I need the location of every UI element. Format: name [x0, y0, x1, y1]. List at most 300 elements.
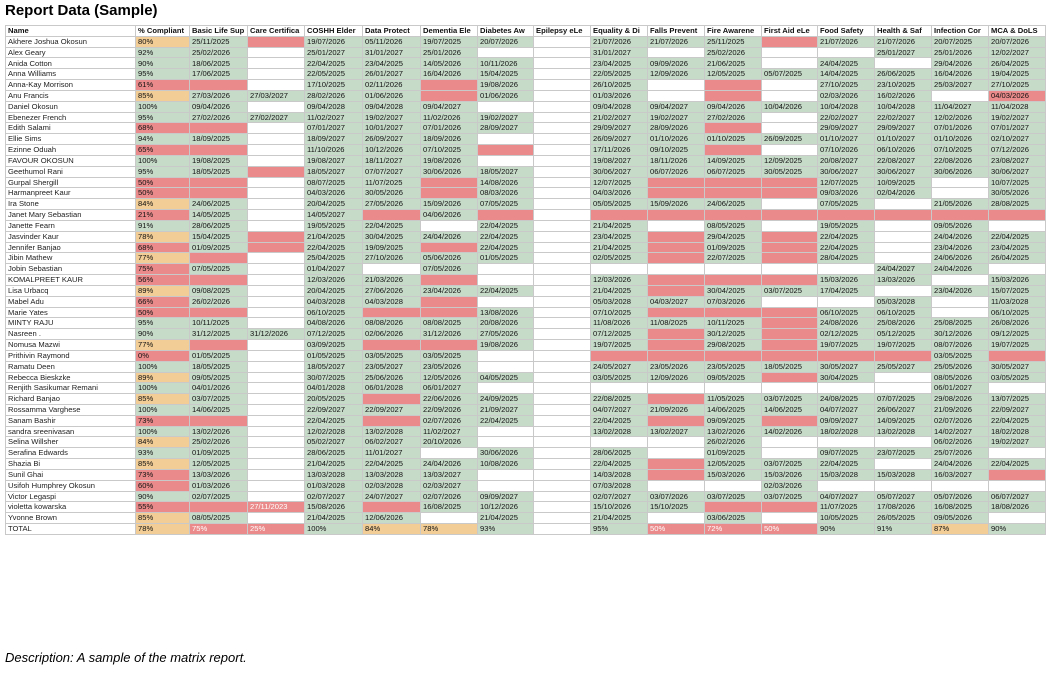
training-date-cell[interactable]: 21/09/2026	[648, 404, 705, 415]
column-header[interactable]: Fire Awarene	[705, 26, 762, 37]
training-date-cell[interactable]	[363, 502, 421, 513]
training-date-cell[interactable]: 15/03/2028	[818, 469, 875, 480]
training-date-cell[interactable]: 18/05/2025	[762, 361, 818, 372]
training-date-cell[interactable]: 25/08/2025	[932, 318, 989, 329]
employee-name-cell[interactable]: Edith Salami	[6, 123, 136, 134]
training-date-cell[interactable]: 91%	[875, 524, 932, 535]
training-date-cell[interactable]	[875, 253, 932, 264]
training-date-cell[interactable]: 07/05/2025	[818, 199, 875, 210]
training-date-cell[interactable]: 11/02/2027	[421, 426, 478, 437]
training-date-cell[interactable]	[875, 383, 932, 394]
training-date-cell[interactable]: 07/07/2027	[363, 166, 421, 177]
training-date-cell[interactable]	[875, 372, 932, 383]
training-date-cell[interactable]	[705, 350, 762, 361]
training-date-cell[interactable]: 30/12/2025	[705, 329, 762, 340]
training-date-cell[interactable]: 22/05/2025	[591, 69, 648, 80]
training-date-cell[interactable]: 21/04/2025	[305, 513, 363, 524]
training-date-cell[interactable]	[989, 220, 1046, 231]
training-date-cell[interactable]: 24/04/2026	[421, 459, 478, 470]
training-date-cell[interactable]: 06/07/2025	[705, 166, 762, 177]
compliance-percent-cell[interactable]: 89%	[136, 372, 190, 383]
training-date-cell[interactable]: 23/04/2025	[363, 58, 421, 69]
training-date-cell[interactable]: 16/02/2026	[875, 90, 932, 101]
training-date-cell[interactable]: 02/07/2026	[421, 415, 478, 426]
training-date-cell[interactable]	[534, 361, 591, 372]
training-date-cell[interactable]: 03/05/2025	[932, 350, 989, 361]
training-date-cell[interactable]	[534, 112, 591, 123]
training-date-cell[interactable]: 15/08/2026	[305, 502, 363, 513]
training-date-cell[interactable]: 06/01/2027	[421, 383, 478, 394]
training-date-cell[interactable]	[648, 383, 705, 394]
training-date-cell[interactable]: 01/03/2026	[591, 90, 648, 101]
training-date-cell[interactable]	[705, 123, 762, 134]
training-date-cell[interactable]: 07/05/2026	[421, 264, 478, 275]
training-date-cell[interactable]	[534, 155, 591, 166]
training-date-cell[interactable]: 18/05/2027	[478, 166, 534, 177]
training-date-cell[interactable]	[762, 437, 818, 448]
training-date-cell[interactable]	[190, 275, 248, 286]
compliance-percent-cell[interactable]: 50%	[136, 307, 190, 318]
training-date-cell[interactable]: 22/06/2026	[421, 394, 478, 405]
compliance-percent-cell[interactable]: 68%	[136, 242, 190, 253]
training-date-cell[interactable]: 31/12/2026	[421, 329, 478, 340]
training-date-cell[interactable]: 14/03/2028	[591, 469, 648, 480]
training-date-cell[interactable]: 13/03/2027	[421, 469, 478, 480]
training-date-cell[interactable]: 20/10/2026	[421, 437, 478, 448]
training-date-cell[interactable]: 25/01/2027	[305, 47, 363, 58]
training-date-cell[interactable]: 84%	[363, 524, 421, 535]
training-date-cell[interactable]	[648, 469, 705, 480]
training-date-cell[interactable]	[248, 155, 305, 166]
training-date-cell[interactable]: 02/06/2026	[363, 329, 421, 340]
training-date-cell[interactable]: 29/09/2027	[875, 123, 932, 134]
training-date-cell[interactable]	[762, 112, 818, 123]
compliance-percent-cell[interactable]: 95%	[136, 112, 190, 123]
training-date-cell[interactable]: 19/02/2027	[478, 112, 534, 123]
training-date-cell[interactable]: 12/06/2026	[363, 513, 421, 524]
training-date-cell[interactable]: 90%	[818, 524, 875, 535]
training-date-cell[interactable]: 15/03/2026	[818, 275, 875, 286]
training-date-cell[interactable]: 02/10/2027	[989, 134, 1046, 145]
training-date-cell[interactable]	[248, 404, 305, 415]
training-date-cell[interactable]: 29/04/2026	[932, 58, 989, 69]
compliance-percent-cell[interactable]: 65%	[136, 145, 190, 156]
training-date-cell[interactable]: 03/07/2025	[190, 394, 248, 405]
training-date-cell[interactable]	[705, 275, 762, 286]
training-date-cell[interactable]: 22/04/2025	[478, 285, 534, 296]
training-date-cell[interactable]: 06/10/2025	[305, 307, 363, 318]
training-date-cell[interactable]: 11/07/2025	[818, 502, 875, 513]
training-date-cell[interactable]	[248, 264, 305, 275]
training-date-cell[interactable]	[705, 502, 762, 513]
training-date-cell[interactable]: 20/07/2026	[989, 36, 1046, 47]
compliance-percent-cell[interactable]: 85%	[136, 394, 190, 405]
training-date-cell[interactable]	[705, 210, 762, 221]
training-date-cell[interactable]	[648, 80, 705, 91]
training-date-cell[interactable]: 31/12/2026	[248, 329, 305, 340]
compliance-percent-cell[interactable]: 100%	[136, 101, 190, 112]
training-date-cell[interactable]	[591, 383, 648, 394]
training-date-cell[interactable]	[875, 480, 932, 491]
training-date-cell[interactable]: 30/06/2027	[591, 166, 648, 177]
training-date-cell[interactable]	[648, 231, 705, 242]
training-date-cell[interactable]	[932, 275, 989, 286]
training-date-cell[interactable]: 01/10/2027	[875, 134, 932, 145]
training-date-cell[interactable]	[534, 329, 591, 340]
training-date-cell[interactable]	[363, 264, 421, 275]
employee-name-cell[interactable]: Janette Fearn	[6, 220, 136, 231]
training-date-cell[interactable]	[534, 459, 591, 470]
training-date-cell[interactable]: 13/03/2028	[363, 469, 421, 480]
training-date-cell[interactable]	[534, 275, 591, 286]
training-date-cell[interactable]: 05/07/2027	[875, 491, 932, 502]
training-date-cell[interactable]	[989, 480, 1046, 491]
training-date-cell[interactable]: 01/05/2025	[478, 253, 534, 264]
training-date-cell[interactable]	[248, 340, 305, 351]
training-date-cell[interactable]: 23/10/2025	[875, 80, 932, 91]
training-date-cell[interactable]: 10/07/2025	[989, 177, 1046, 188]
column-header[interactable]: Health & Saf	[875, 26, 932, 37]
training-date-cell[interactable]: 23/05/2026	[421, 361, 478, 372]
training-date-cell[interactable]: 26/06/2027	[875, 404, 932, 415]
training-date-cell[interactable]: 03/09/2025	[305, 340, 363, 351]
training-date-cell[interactable]: 100%	[305, 524, 363, 535]
training-date-cell[interactable]	[248, 275, 305, 286]
training-date-cell[interactable]	[534, 340, 591, 351]
training-date-cell[interactable]	[762, 177, 818, 188]
training-date-cell[interactable]: 01/09/2025	[705, 242, 762, 253]
training-date-cell[interactable]: 15/04/2025	[190, 231, 248, 242]
training-date-cell[interactable]: 22/04/2025	[363, 459, 421, 470]
training-date-cell[interactable]	[818, 383, 875, 394]
training-date-cell[interactable]: 11/10/2026	[305, 145, 363, 156]
employee-name-cell[interactable]: Nomusa Mazwi	[6, 340, 136, 351]
training-date-cell[interactable]: 08/08/2025	[421, 318, 478, 329]
compliance-percent-cell[interactable]: 78%	[136, 524, 190, 535]
training-date-cell[interactable]	[190, 502, 248, 513]
training-date-cell[interactable]: 17/10/2025	[305, 80, 363, 91]
training-date-cell[interactable]: 27/02/2026	[190, 112, 248, 123]
employee-name-cell[interactable]: MINTY RAJU	[6, 318, 136, 329]
employee-name-cell[interactable]: Ramatu Deen	[6, 361, 136, 372]
training-date-cell[interactable]: 26/08/2026	[989, 318, 1046, 329]
training-date-cell[interactable]: 22/09/2027	[305, 404, 363, 415]
training-date-cell[interactable]: 26/02/2026	[705, 437, 762, 448]
training-date-cell[interactable]: 75%	[190, 524, 248, 535]
training-date-cell[interactable]: 01/03/2026	[190, 480, 248, 491]
training-date-cell[interactable]: 22/08/2025	[591, 394, 648, 405]
training-date-cell[interactable]: 02/04/2026	[875, 188, 932, 199]
column-header[interactable]: First Aid eLe	[762, 26, 818, 37]
column-header[interactable]: Dementia Ele	[421, 26, 478, 37]
training-date-cell[interactable]: 50%	[762, 524, 818, 535]
training-date-cell[interactable]	[762, 210, 818, 221]
training-date-cell[interactable]	[534, 307, 591, 318]
training-date-cell[interactable]: 13/02/2026	[190, 426, 248, 437]
training-date-cell[interactable]: 15/10/2025	[648, 502, 705, 513]
training-date-cell[interactable]	[248, 513, 305, 524]
training-date-cell[interactable]	[875, 58, 932, 69]
training-date-cell[interactable]: 25/06/2026	[363, 372, 421, 383]
training-date-cell[interactable]: 14/05/2026	[421, 58, 478, 69]
training-date-cell[interactable]: 04/03/2026	[305, 188, 363, 199]
training-date-cell[interactable]: 25/08/2026	[875, 318, 932, 329]
training-date-cell[interactable]: 28/09/2026	[648, 123, 705, 134]
training-date-cell[interactable]: 07/03/2026	[705, 296, 762, 307]
training-date-cell[interactable]: 24/06/2025	[190, 199, 248, 210]
training-date-cell[interactable]: 24/07/2027	[363, 491, 421, 502]
training-date-cell[interactable]	[534, 480, 591, 491]
training-date-cell[interactable]: 03/05/2025	[591, 372, 648, 383]
training-date-cell[interactable]: 12/07/2025	[818, 177, 875, 188]
compliance-percent-cell[interactable]: 21%	[136, 210, 190, 221]
training-date-cell[interactable]: 26/05/2025	[875, 513, 932, 524]
training-date-cell[interactable]: 10/04/2026	[762, 101, 818, 112]
training-date-cell[interactable]	[534, 469, 591, 480]
training-date-cell[interactable]	[534, 145, 591, 156]
training-date-cell[interactable]: 09/05/2026	[932, 220, 989, 231]
column-header[interactable]: MCA & DoLS	[989, 26, 1046, 37]
training-date-cell[interactable]	[534, 264, 591, 275]
training-date-cell[interactable]: 21/03/2026	[363, 275, 421, 286]
training-date-cell[interactable]	[534, 513, 591, 524]
training-date-cell[interactable]: 07/05/2025	[190, 264, 248, 275]
training-date-cell[interactable]	[248, 307, 305, 318]
compliance-percent-cell[interactable]: 100%	[136, 361, 190, 372]
training-date-cell[interactable]: 20/04/2025	[305, 285, 363, 296]
training-date-cell[interactable]: 18/05/2027	[305, 361, 363, 372]
employee-name-cell[interactable]: FAVOUR OKOSUN	[6, 155, 136, 166]
training-date-cell[interactable]: 27/10/2026	[363, 253, 421, 264]
training-date-cell[interactable]	[989, 383, 1046, 394]
training-date-cell[interactable]	[421, 177, 478, 188]
compliance-percent-cell[interactable]: 100%	[136, 404, 190, 415]
training-date-cell[interactable]: 19/08/2026	[421, 155, 478, 166]
training-date-cell[interactable]: 19/08/2026	[478, 80, 534, 91]
compliance-percent-cell[interactable]: 84%	[136, 199, 190, 210]
training-date-cell[interactable]: 03/07/2025	[762, 285, 818, 296]
employee-name-cell[interactable]: Nasreen .	[6, 329, 136, 340]
training-date-cell[interactable]: 26/10/2025	[591, 80, 648, 91]
training-date-cell[interactable]: 09/03/2026	[818, 188, 875, 199]
training-date-cell[interactable]: 02/07/2027	[305, 491, 363, 502]
training-date-cell[interactable]: 08/05/2025	[190, 513, 248, 524]
training-date-cell[interactable]: 22/04/2025	[478, 242, 534, 253]
training-date-cell[interactable]	[989, 513, 1046, 524]
training-date-cell[interactable]: 23/07/2025	[875, 448, 932, 459]
training-date-cell[interactable]: 22/04/2025	[591, 415, 648, 426]
training-date-cell[interactable]: 27/03/2027	[248, 90, 305, 101]
training-date-cell[interactable]: 04/03/2026	[989, 90, 1046, 101]
training-date-cell[interactable]: 15/03/2026	[989, 275, 1046, 286]
training-date-cell[interactable]: 19/07/2026	[305, 36, 363, 47]
training-date-cell[interactable]	[534, 296, 591, 307]
training-date-cell[interactable]: 29/04/2025	[705, 231, 762, 242]
training-date-cell[interactable]: 22/09/2027	[363, 404, 421, 415]
training-date-cell[interactable]: 17/04/2025	[818, 285, 875, 296]
training-date-cell[interactable]: 24/04/2026	[932, 231, 989, 242]
employee-name-cell[interactable]: sandra sreenivasan	[6, 426, 136, 437]
training-date-cell[interactable]	[762, 502, 818, 513]
training-date-cell[interactable]	[248, 415, 305, 426]
training-date-cell[interactable]	[989, 469, 1046, 480]
training-date-cell[interactable]	[648, 459, 705, 470]
training-date-cell[interactable]: 25/07/2026	[932, 448, 989, 459]
training-date-cell[interactable]: 19/02/2027	[363, 112, 421, 123]
training-date-cell[interactable]	[534, 426, 591, 437]
training-date-cell[interactable]: 22/04/2025	[989, 415, 1046, 426]
training-date-cell[interactable]	[478, 480, 534, 491]
training-date-cell[interactable]: 01/06/2026	[363, 90, 421, 101]
training-date-cell[interactable]	[648, 253, 705, 264]
training-date-cell[interactable]: 07/10/2025	[591, 307, 648, 318]
employee-name-cell[interactable]: Daniel Okosun	[6, 101, 136, 112]
column-header[interactable]: % Compliant	[136, 26, 190, 37]
training-date-cell[interactable]	[648, 340, 705, 351]
training-date-cell[interactable]: 25/03/2027	[932, 80, 989, 91]
compliance-percent-cell[interactable]: 100%	[136, 426, 190, 437]
employee-name-cell[interactable]: Harmanpreet Kaur	[6, 188, 136, 199]
training-date-cell[interactable]: 93%	[478, 524, 534, 535]
training-date-cell[interactable]: 21/09/2027	[478, 404, 534, 415]
training-date-cell[interactable]: 02/07/2026	[421, 491, 478, 502]
training-date-cell[interactable]: 09/09/2025	[705, 415, 762, 426]
compliance-percent-cell[interactable]: 55%	[136, 502, 190, 513]
training-date-cell[interactable]	[248, 58, 305, 69]
training-date-cell[interactable]	[762, 199, 818, 210]
training-date-cell[interactable]: 15/03/2026	[762, 469, 818, 480]
compliance-percent-cell[interactable]: 93%	[136, 448, 190, 459]
training-date-cell[interactable]	[818, 47, 875, 58]
training-date-cell[interactable]	[190, 340, 248, 351]
training-date-cell[interactable]	[989, 350, 1046, 361]
training-date-cell[interactable]: 25/01/2026	[421, 47, 478, 58]
training-date-cell[interactable]: 19/09/2025	[363, 242, 421, 253]
training-date-cell[interactable]: 26/01/2027	[363, 69, 421, 80]
training-date-cell[interactable]	[932, 210, 989, 221]
training-date-cell[interactable]: 30/05/2025	[762, 166, 818, 177]
training-date-cell[interactable]	[762, 329, 818, 340]
employee-name-cell[interactable]: Richard Banjao	[6, 394, 136, 405]
training-date-cell[interactable]	[363, 307, 421, 318]
training-date-cell[interactable]: 25/01/2026	[932, 47, 989, 58]
training-date-cell[interactable]: 11/02/2027	[305, 112, 363, 123]
training-date-cell[interactable]: 11/04/2028	[989, 101, 1046, 112]
training-date-cell[interactable]: 04/03/2026	[591, 188, 648, 199]
training-date-cell[interactable]	[534, 437, 591, 448]
employee-name-cell[interactable]: Mabel Adu	[6, 296, 136, 307]
training-date-cell[interactable]: 12/02/2028	[305, 426, 363, 437]
training-date-cell[interactable]	[648, 448, 705, 459]
training-date-cell[interactable]	[248, 285, 305, 296]
compliance-percent-cell[interactable]: 77%	[136, 340, 190, 351]
training-date-cell[interactable]: 30/06/2027	[875, 166, 932, 177]
employee-name-cell[interactable]: Geethumol Rani	[6, 166, 136, 177]
training-date-cell[interactable]	[762, 307, 818, 318]
training-date-cell[interactable]	[762, 145, 818, 156]
training-date-cell[interactable]	[248, 101, 305, 112]
training-date-cell[interactable]: 28/09/2027	[478, 123, 534, 134]
training-date-cell[interactable]	[762, 383, 818, 394]
training-date-cell[interactable]: 30/04/2025	[363, 231, 421, 242]
training-date-cell[interactable]: 10/11/2026	[478, 58, 534, 69]
training-date-cell[interactable]: 20/08/2026	[478, 318, 534, 329]
training-date-cell[interactable]: 10/09/2025	[875, 177, 932, 188]
column-header[interactable]: Care Certifica	[248, 26, 305, 37]
training-date-cell[interactable]: 13/02/2028	[591, 426, 648, 437]
training-date-cell[interactable]: 06/10/2025	[818, 307, 875, 318]
training-date-cell[interactable]	[762, 242, 818, 253]
training-date-cell[interactable]: 24/04/2026	[421, 231, 478, 242]
training-date-cell[interactable]: 08/07/2025	[305, 177, 363, 188]
training-date-cell[interactable]: 18/02/2028	[818, 426, 875, 437]
training-date-cell[interactable]: 11/08/2025	[648, 318, 705, 329]
training-date-cell[interactable]: 29/09/2027	[818, 123, 875, 134]
training-date-cell[interactable]: 03/06/2025	[705, 513, 762, 524]
training-date-cell[interactable]: 10/05/2025	[818, 513, 875, 524]
training-date-cell[interactable]	[534, 394, 591, 405]
training-date-cell[interactable]: 31/12/2025	[190, 329, 248, 340]
training-date-cell[interactable]: 50%	[648, 524, 705, 535]
training-date-cell[interactable]: 21/07/2026	[875, 36, 932, 47]
training-date-cell[interactable]	[762, 80, 818, 91]
training-date-cell[interactable]	[478, 275, 534, 286]
training-date-cell[interactable]: 22/04/2025	[818, 459, 875, 470]
employee-name-cell[interactable]: Anna-Kay Morrison	[6, 80, 136, 91]
training-date-cell[interactable]: 04/07/2027	[818, 404, 875, 415]
training-date-cell[interactable]: 10/11/2025	[705, 318, 762, 329]
training-date-cell[interactable]: 19/05/2025	[818, 220, 875, 231]
training-date-cell[interactable]	[534, 524, 591, 535]
training-date-cell[interactable]	[248, 210, 305, 221]
training-date-cell[interactable]: 29/09/2027	[591, 123, 648, 134]
training-date-cell[interactable]	[478, 383, 534, 394]
training-date-cell[interactable]: 12/05/2025	[190, 459, 248, 470]
training-date-cell[interactable]	[762, 264, 818, 275]
training-date-cell[interactable]: 03/07/2026	[648, 491, 705, 502]
training-date-cell[interactable]: 20/08/2027	[818, 155, 875, 166]
training-date-cell[interactable]: 12/09/2025	[762, 155, 818, 166]
training-date-cell[interactable]: 07/10/2026	[818, 145, 875, 156]
training-date-cell[interactable]: 12/03/2026	[591, 275, 648, 286]
column-header[interactable]: Diabetes Aw	[478, 26, 534, 37]
training-date-cell[interactable]	[534, 318, 591, 329]
training-date-cell[interactable]: 09/04/2027	[648, 101, 705, 112]
column-header[interactable]: COSHH Elder	[305, 26, 363, 37]
training-date-cell[interactable]	[762, 47, 818, 58]
compliance-percent-cell[interactable]: 73%	[136, 469, 190, 480]
training-date-cell[interactable]: 10/01/2027	[363, 123, 421, 134]
training-date-cell[interactable]	[762, 372, 818, 383]
training-date-cell[interactable]: 12/02/2027	[989, 47, 1046, 58]
training-date-cell[interactable]: 18/09/2027	[305, 134, 363, 145]
training-date-cell[interactable]	[648, 513, 705, 524]
training-date-cell[interactable]	[534, 101, 591, 112]
training-date-cell[interactable]: 95%	[591, 524, 648, 535]
training-date-cell[interactable]: 02/03/2026	[818, 90, 875, 101]
training-date-cell[interactable]: 07/03/2028	[591, 480, 648, 491]
training-date-cell[interactable]: 22/07/2025	[705, 253, 762, 264]
training-date-cell[interactable]	[591, 350, 648, 361]
training-date-cell[interactable]	[248, 296, 305, 307]
employee-name-cell[interactable]: Anu Francis	[6, 90, 136, 101]
training-date-cell[interactable]	[534, 90, 591, 101]
training-date-cell[interactable]: 02/11/2026	[363, 80, 421, 91]
training-date-cell[interactable]: 12/09/2026	[648, 69, 705, 80]
training-date-cell[interactable]: 15/09/2026	[421, 199, 478, 210]
training-date-cell[interactable]	[705, 188, 762, 199]
training-date-cell[interactable]: 07/01/2027	[305, 123, 363, 134]
